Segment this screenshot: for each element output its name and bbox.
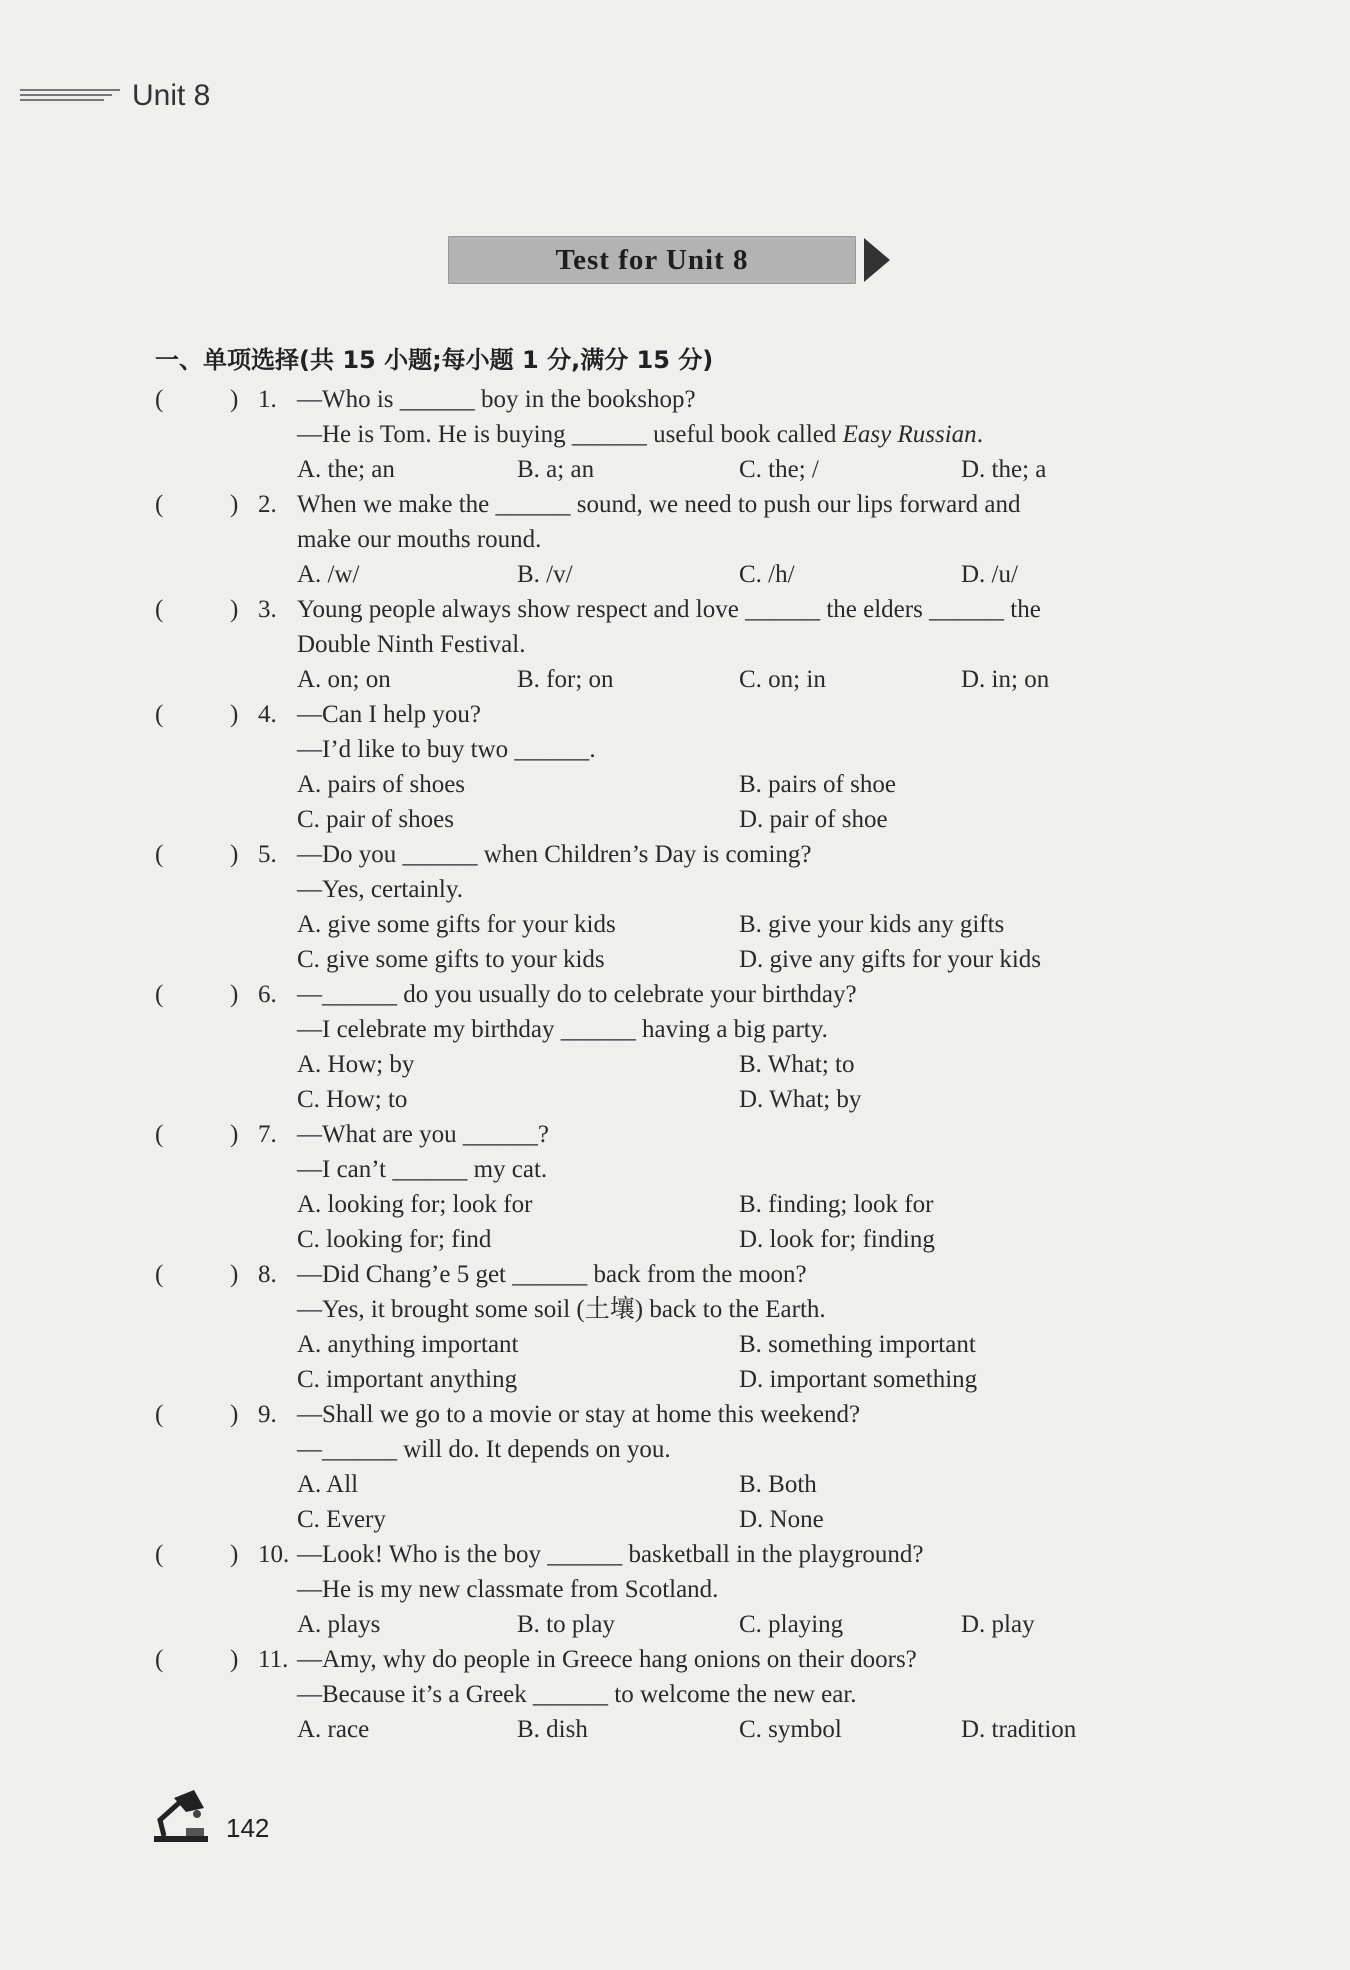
answer-option: D. tradition bbox=[961, 1716, 1077, 1743]
answer-option: C. the; / bbox=[739, 456, 819, 483]
answer-option: C. on; in bbox=[739, 666, 826, 693]
answer-paren-open: ( bbox=[155, 1541, 164, 1568]
answer-paren-close: ) bbox=[230, 596, 239, 623]
answer-paren-close: ) bbox=[230, 1401, 239, 1428]
question-stem-line bbox=[155, 977, 1155, 1012]
answer-option: B. What; to bbox=[739, 1051, 855, 1078]
answer-option: C. playing bbox=[739, 1611, 844, 1638]
question-stem-line bbox=[155, 592, 1155, 627]
question-text: —Shall we go to a movie or stay at home this weekend? bbox=[297, 1401, 861, 1428]
options-row bbox=[155, 942, 1155, 977]
question-stem-line bbox=[155, 1257, 1155, 1292]
question-text: —What are you ______? bbox=[297, 1121, 550, 1148]
question-number: 3. bbox=[258, 596, 277, 623]
answer-option: A. How; by bbox=[297, 1051, 415, 1078]
question-text-line bbox=[155, 1292, 1155, 1327]
test-title: Test for Unit 8 bbox=[448, 236, 856, 284]
answer-option: D. /u/ bbox=[961, 561, 1018, 588]
question-stem-line bbox=[155, 1642, 1155, 1677]
answer-paren-open: ( bbox=[155, 1401, 164, 1428]
answer-paren-open: ( bbox=[155, 1261, 164, 1288]
question-number: 5. bbox=[258, 841, 277, 868]
answer-option: A. anything important bbox=[297, 1331, 519, 1358]
question-text: Young people always show respect and love ______ the elders ______ the bbox=[297, 596, 1041, 623]
options-row bbox=[155, 1222, 1155, 1257]
question-text: —Do you ______ when Children’s Day is coming? bbox=[297, 841, 812, 868]
question-number: 4. bbox=[258, 701, 277, 728]
answer-option: D. in; on bbox=[961, 666, 1050, 693]
answer-paren-close: ) bbox=[230, 981, 239, 1008]
question-text-line bbox=[155, 522, 1155, 557]
answer-option: A. the; an bbox=[297, 456, 395, 483]
answer-paren-open: ( bbox=[155, 701, 164, 728]
options-row bbox=[155, 662, 1155, 697]
desk-lamp-icon bbox=[150, 1790, 212, 1844]
question-number: 9. bbox=[258, 1401, 277, 1428]
question-text: —I’d like to buy two ______. bbox=[297, 736, 596, 763]
answer-option: D. pair of shoe bbox=[739, 806, 888, 833]
options-row bbox=[155, 1082, 1155, 1117]
answer-option: B. a; an bbox=[517, 456, 595, 483]
answer-option: D. None bbox=[739, 1506, 824, 1533]
answer-option: B. /v/ bbox=[517, 561, 573, 588]
question-text: —Can I help you? bbox=[297, 701, 481, 728]
options-row bbox=[155, 1607, 1155, 1642]
question-text: —Amy, why do people in Greece hang onions on their doors? bbox=[297, 1646, 917, 1673]
answer-option: B. Both bbox=[739, 1471, 817, 1498]
question-text-line bbox=[155, 1012, 1155, 1047]
answer-option: D. important something bbox=[739, 1366, 978, 1393]
page-footer bbox=[150, 1790, 269, 1844]
answer-paren-open: ( bbox=[155, 981, 164, 1008]
question-number: 7. bbox=[258, 1121, 277, 1148]
answer-option: D. look for; finding bbox=[739, 1226, 935, 1253]
options-row bbox=[155, 767, 1155, 802]
answer-option: C. looking for; find bbox=[297, 1226, 492, 1253]
question-text: —Did Chang’e 5 get ______ back from the moon? bbox=[297, 1261, 807, 1288]
question-text: Double Ninth Festival. bbox=[297, 631, 526, 658]
question-number: 2. bbox=[258, 491, 277, 518]
answer-option: C. pair of shoes bbox=[297, 806, 454, 833]
question-stem-line bbox=[155, 837, 1155, 872]
question-text: —Because it’s a Greek ______ to welcome the new ear. bbox=[297, 1681, 857, 1708]
answer-option: B. dish bbox=[517, 1716, 588, 1743]
question-text: —I celebrate my birthday ______ having a big party. bbox=[297, 1016, 828, 1043]
answer-option: B. something important bbox=[739, 1331, 976, 1358]
answer-option: A. looking for; look for bbox=[297, 1191, 533, 1218]
answer-option: C. give some gifts to your kids bbox=[297, 946, 605, 973]
answer-option: B. pairs of shoe bbox=[739, 771, 896, 798]
question-text: —Look! Who is the boy ______ basketball in the playground? bbox=[297, 1541, 924, 1568]
question-number: 6. bbox=[258, 981, 277, 1008]
question-text: —Who is ______ boy in the bookshop? bbox=[297, 386, 696, 413]
question-number: 11. bbox=[258, 1646, 289, 1673]
options-row bbox=[155, 1467, 1155, 1502]
question-stem-line bbox=[155, 1117, 1155, 1152]
answer-paren-close: ) bbox=[230, 1646, 239, 1673]
question-text-line bbox=[155, 1152, 1155, 1187]
question-number: 8. bbox=[258, 1261, 277, 1288]
answer-paren-open: ( bbox=[155, 1121, 164, 1148]
answer-paren-open: ( bbox=[155, 841, 164, 868]
question-list bbox=[155, 382, 1155, 1747]
answer-paren-open: ( bbox=[155, 386, 164, 413]
answer-paren-open: ( bbox=[155, 1646, 164, 1673]
answer-option: C. symbol bbox=[739, 1716, 842, 1743]
options-row bbox=[155, 1327, 1155, 1362]
section-heading: 一、单项选择(共 15 小题;每小题 1 分,满分 15 分) bbox=[155, 346, 714, 374]
answer-option: A. plays bbox=[297, 1611, 381, 1638]
page-number: 142 bbox=[226, 1813, 270, 1843]
options-row bbox=[155, 1047, 1155, 1082]
answer-option: C. How; to bbox=[297, 1086, 408, 1113]
question-text: —He is my new classmate from Scotland. bbox=[297, 1576, 719, 1603]
answer-paren-close: ) bbox=[230, 1261, 239, 1288]
question-stem-line bbox=[155, 382, 1155, 417]
unit-header bbox=[20, 76, 210, 116]
header-rule-lines bbox=[20, 87, 120, 105]
question-stem-line bbox=[155, 1537, 1155, 1572]
unit-title: Unit 8 bbox=[132, 79, 211, 112]
answer-option: D. play bbox=[961, 1611, 1035, 1638]
answer-paren-close: ) bbox=[230, 841, 239, 868]
answer-option: A. on; on bbox=[297, 666, 391, 693]
question-number: 1. bbox=[258, 386, 277, 413]
question-text: make our mouths round. bbox=[297, 526, 542, 553]
answer-paren-open: ( bbox=[155, 491, 164, 518]
question-text: When we make the ______ sound, we need to push our lips forward and bbox=[297, 491, 1021, 518]
question-text-line bbox=[155, 417, 1155, 452]
answer-option: A. pairs of shoes bbox=[297, 771, 466, 798]
answer-option: B. give your kids any gifts bbox=[739, 911, 1005, 938]
answer-paren-close: ) bbox=[230, 1541, 239, 1568]
answer-option: C. Every bbox=[297, 1506, 386, 1533]
answer-option: D. What; by bbox=[739, 1086, 862, 1113]
question-text-line bbox=[155, 872, 1155, 907]
question-text: —I can’t ______ my cat. bbox=[297, 1156, 548, 1183]
answer-option: A. All bbox=[297, 1471, 359, 1498]
test-title-banner bbox=[448, 236, 890, 284]
answer-option: C. important anything bbox=[297, 1366, 518, 1393]
question-stem-line bbox=[155, 697, 1155, 732]
answer-option: B. to play bbox=[517, 1611, 615, 1638]
options-row bbox=[155, 1712, 1155, 1747]
answer-option: A. race bbox=[297, 1716, 370, 1743]
question-text-line bbox=[155, 1572, 1155, 1607]
question-text: —______ will do. It depends on you. bbox=[297, 1436, 671, 1463]
answer-option: B. for; on bbox=[517, 666, 614, 693]
options-row bbox=[155, 907, 1155, 942]
question-text: —Yes, certainly. bbox=[297, 876, 463, 903]
answer-paren-close: ) bbox=[230, 386, 239, 413]
answer-paren-close: ) bbox=[230, 701, 239, 728]
question-text-line bbox=[155, 627, 1155, 662]
question-text-line bbox=[155, 732, 1155, 767]
question-stem-line bbox=[155, 1397, 1155, 1432]
question-text: —______ do you usually do to celebrate your birthday? bbox=[297, 981, 857, 1008]
answer-option: D. give any gifts for your kids bbox=[739, 946, 1042, 973]
answer-paren-close: ) bbox=[230, 491, 239, 518]
answer-option: C. /h/ bbox=[739, 561, 795, 588]
question-text-line bbox=[155, 1432, 1155, 1467]
question-text: —Yes, it brought some soil (土壤) back to the Earth. bbox=[297, 1296, 826, 1323]
answer-paren-open: ( bbox=[155, 596, 164, 623]
question-text: —He is Tom. He is buying ______ useful book called Easy Russian. bbox=[297, 421, 983, 448]
options-row bbox=[155, 1502, 1155, 1537]
options-row bbox=[155, 557, 1155, 592]
arrow-right-icon bbox=[864, 238, 890, 282]
answer-option: D. the; a bbox=[961, 456, 1047, 483]
answer-paren-close: ) bbox=[230, 1121, 239, 1148]
options-row bbox=[155, 1362, 1155, 1397]
question-number: 10. bbox=[258, 1541, 290, 1568]
options-row bbox=[155, 452, 1155, 487]
answer-option: B. finding; look for bbox=[739, 1191, 934, 1218]
options-row bbox=[155, 1187, 1155, 1222]
question-stem-line bbox=[155, 487, 1155, 522]
answer-option: A. /w/ bbox=[297, 561, 360, 588]
options-row bbox=[155, 802, 1155, 837]
question-text-line bbox=[155, 1677, 1155, 1712]
answer-option: A. give some gifts for your kids bbox=[297, 911, 616, 938]
